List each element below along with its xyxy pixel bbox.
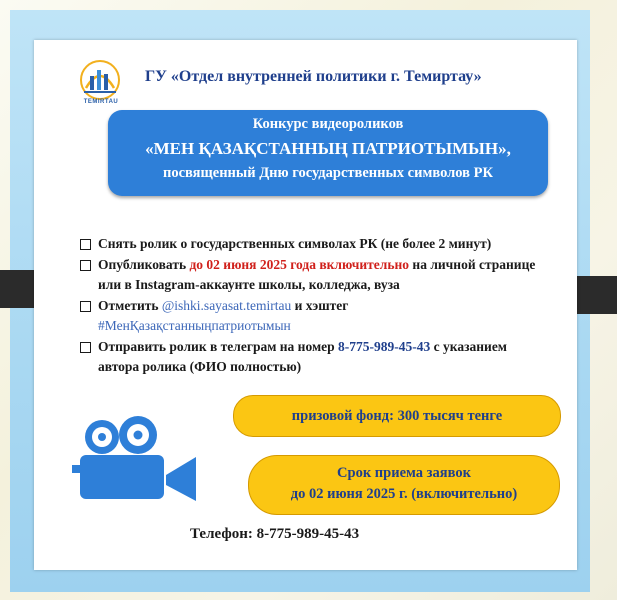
header-title: ГУ «Отдел внутренней политики г. Темиртау» [145, 68, 482, 85]
task-text: с указанием автора ролика (ФИО полностью) [98, 339, 508, 374]
banner-line-3: посвященный Дню государственных символов РК [163, 165, 493, 181]
video-camera-icon [72, 415, 200, 503]
deadline-badge [248, 455, 560, 515]
temirtau-logo-icon [74, 58, 126, 104]
checkbox-icon [80, 260, 91, 271]
checkbox-icon [80, 301, 91, 312]
contact-phone: Телефон: 8-775-989-45-43 [190, 526, 360, 542]
task-item [80, 234, 550, 254]
task-list [80, 234, 550, 378]
hashtag-link[interactable]: #МенҚазақстанныңпатриотымын [98, 318, 291, 333]
deadline-highlight: до 02 июня 2025 года включительно [189, 257, 410, 272]
banner-line-2: «МЕН ҚАЗАҚСТАННЫҢ ПАТРИОТЫМЫН», [145, 139, 511, 158]
deadline-line-2: до 02 июня 2025 г. (включительно) [290, 486, 518, 502]
instagram-account-link[interactable]: @ishki.sayasat.temirtau [161, 298, 292, 313]
task-item [80, 296, 550, 336]
checkbox-icon [80, 342, 91, 353]
banner-line-1: Конкурс видеороликов [252, 116, 404, 132]
telegram-number: 8-775-989-45-43 [338, 339, 431, 354]
task-text: Опубликовать [98, 257, 190, 272]
deadline-line-1: Срок приема заявок [337, 465, 471, 481]
task-item [80, 255, 550, 295]
task-text: на личной странице или в Instagram-аккаунте школы, колледжа, вуза [98, 257, 536, 292]
checkbox-icon [80, 239, 91, 250]
task-text: Отметить [98, 298, 162, 313]
logo-text: TEMIRTAU [83, 99, 119, 105]
task-text: и хэштег [291, 298, 349, 313]
contest-banner [108, 110, 548, 196]
task-item [80, 337, 550, 377]
prize-fund-badge: призовой фонд: 300 тысяч тенге [233, 395, 561, 437]
task-text: Отправить ролик в телеграм на номер [98, 339, 339, 354]
task-text: Снять ролик о государственных символах РК (не более 2 минут) [98, 236, 492, 251]
